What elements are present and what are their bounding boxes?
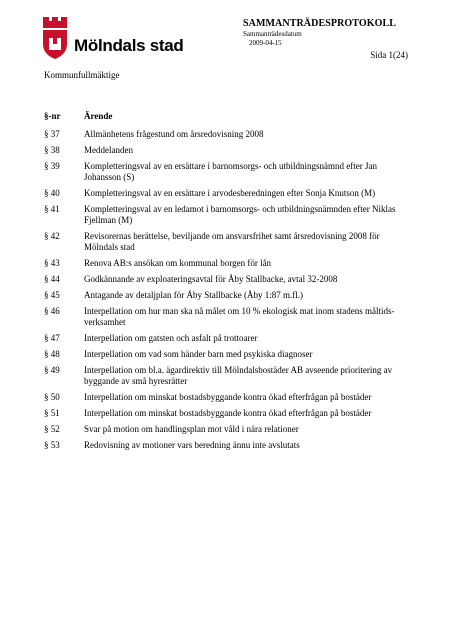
item-number: § 49 <box>44 365 60 375</box>
item-text: Interpellation om gatsten och asfalt på trottoarer <box>84 333 258 343</box>
logo-text: Mölndals stad <box>74 36 184 55</box>
item-number: § 42 <box>44 231 60 241</box>
agenda-item <box>44 231 414 253</box>
item-number: § 44 <box>44 274 60 284</box>
agenda-item <box>44 440 414 451</box>
agenda-item <box>44 188 414 199</box>
agenda-item <box>44 424 414 435</box>
item-text: Redovisning av motioner vars beredning ännu inte avslutats <box>84 440 300 450</box>
item-text: Svar på motion om handlingsplan mot våld i nära relationer <box>84 424 299 434</box>
item-text: Kompletteringsval av en ledamot i barnomsorgs- och utbildningsnämnden efter Niklas Fjellman (M) <box>84 204 396 225</box>
meeting-date: 2009-04-15 <box>249 39 282 47</box>
item-text: Kompletteringsval av en ersättare i arvodesberedningen efter Sonja Knutson (M) <box>84 188 376 198</box>
agenda-item <box>44 274 414 285</box>
item-number: § 48 <box>44 349 60 359</box>
item-number: § 50 <box>44 392 60 402</box>
item-text: Interpellation om bl.a. ägardirektiv till Mölndalsbostäder AB avseende prioritering av byggande av små hyresrätter <box>84 365 393 386</box>
agenda-item <box>44 333 414 344</box>
item-number: § 53 <box>44 440 60 450</box>
agenda-item <box>44 408 414 419</box>
item-text: Interpellation om minskat bostadsbyggande kontra ökad efterfrågan på bostäder <box>84 408 372 418</box>
agenda-item <box>44 129 414 140</box>
item-text: Allmänhetens frågestund om årsredovisning 2008 <box>84 129 264 139</box>
item-text: Antagande av detaljplan för Åby Stallbacke (Åby 1:87 m.fl.) <box>84 290 303 300</box>
column-headers <box>44 111 113 121</box>
page-number: Sida 1(24) <box>370 50 408 60</box>
agenda-item <box>44 349 414 360</box>
item-number: § 40 <box>44 188 60 198</box>
coat-of-arms-icon <box>40 14 70 60</box>
agenda-list <box>44 129 414 456</box>
agenda-item <box>44 145 414 156</box>
agenda-item <box>44 365 414 387</box>
meeting-date-label: Sammanträdesdatum <box>243 30 302 38</box>
item-number: § 51 <box>44 408 60 418</box>
agenda-item <box>44 204 414 226</box>
column-header-number: §-nr <box>44 111 61 121</box>
item-number: § 38 <box>44 145 60 155</box>
item-number: § 43 <box>44 258 60 268</box>
item-text: Kompletteringsval av en ersättare i barnomsorgs- och utbildningsnämnd efter Jan Johansson (S) <box>84 161 378 182</box>
item-number: § 47 <box>44 333 60 343</box>
item-text: Meddelanden <box>84 145 133 155</box>
item-number: § 45 <box>44 290 60 300</box>
item-text: Interpellation om hur man ska nå målet om 10 % ekologisk mat inom stadens måltids-verksamhet <box>84 306 395 327</box>
column-header-matter: Ärende <box>84 111 113 121</box>
item-text: Renova AB:s ansökan om kommunal borgen för lån <box>84 258 272 268</box>
agenda-item <box>44 392 414 403</box>
item-text: Interpellation om minskat bostadsbyggande kontra ökad efterfrågan på bostäder <box>84 392 372 402</box>
agenda-item <box>44 306 414 328</box>
item-number: § 39 <box>44 161 60 171</box>
document-title: SAMMANTRÄDESPROTOKOLL <box>243 18 397 29</box>
item-number: § 46 <box>44 306 60 316</box>
item-number: § 41 <box>44 204 60 214</box>
item-number: § 52 <box>44 424 60 434</box>
agenda-item <box>44 258 414 269</box>
item-text: Revisorernas berättelse, beviljande om ansvarsfrihet samt årsredovisning 2008 för Mölndals stad <box>84 231 380 252</box>
item-text: Godkännande av exploateringsavtal för Åby Stallbacke, avtal 32-2008 <box>84 274 338 284</box>
agenda-item <box>44 161 414 183</box>
municipality-logo <box>40 14 184 66</box>
item-text: Interpellation om vad som händer barn med psykiska diagnoser <box>84 349 313 359</box>
document-header <box>243 18 396 47</box>
item-number: § 37 <box>44 129 60 139</box>
organization-name: Kommunfullmäktige <box>44 70 120 80</box>
agenda-item <box>44 290 414 301</box>
